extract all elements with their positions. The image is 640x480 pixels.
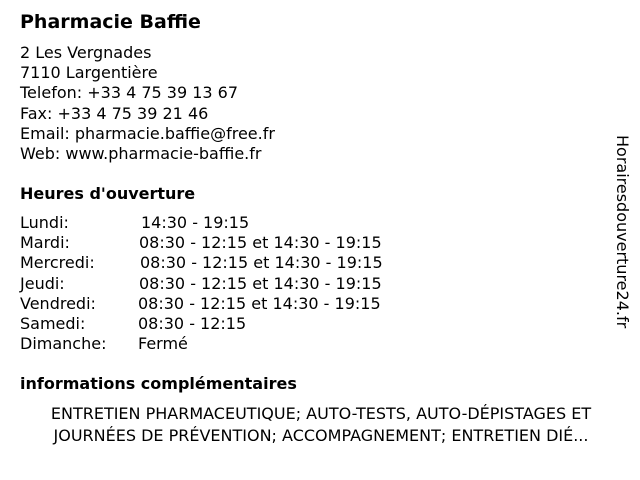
pharmacy-name: Pharmacie Baffie bbox=[20, 11, 201, 33]
day-label: Lundi: bbox=[20, 213, 69, 232]
additional-info bbox=[18, 403, 624, 447]
time-range: 08:30 - 12:15 et 14:30 - 19:15 bbox=[139, 273, 382, 293]
time-range: 08:30 - 12:15 et 14:30 - 19:15 bbox=[138, 293, 381, 313]
time-range: 14:30 - 19:15 bbox=[141, 213, 250, 232]
fax-number: Fax: +33 4 75 39 21 46 bbox=[20, 103, 209, 123]
address-city: 7110 Largentière bbox=[20, 63, 158, 83]
info-line: JOURNÉES DE PRÉVENTION; ACCOMPAGNEMENT; ENTRETIEN DIÉ... bbox=[53, 426, 589, 445]
time-range: 08:30 - 12:15 et 14:30 - 19:15 bbox=[139, 233, 382, 253]
time-range: 08:30 - 12:15 et 14:30 - 19:15 bbox=[140, 253, 383, 273]
info-line: ENTRETIEN PHARMACEUTIQUE; AUTO-TESTS, AUTO-DÉPISTAGES ET bbox=[50, 404, 592, 423]
day-label: Mercredi: bbox=[20, 253, 95, 273]
time-range: 08:30 - 12:15 bbox=[138, 313, 247, 333]
day-label: Samedi: bbox=[20, 313, 86, 333]
day-label: Jeudi: bbox=[20, 273, 65, 293]
info-heading: informations complémentaires bbox=[20, 374, 297, 393]
contact-block bbox=[20, 43, 275, 164]
day-label: Vendredi: bbox=[20, 293, 96, 313]
day-label: Mardi: bbox=[20, 233, 70, 253]
time-range: Fermé bbox=[138, 334, 188, 354]
website: Web: www.pharmacie-baffie.fr bbox=[20, 144, 262, 164]
address-street: 2 Les Vergnades bbox=[20, 43, 152, 62]
hours-heading: Heures d'ouverture bbox=[20, 184, 196, 203]
watermark-text: Horairesdouverture24.fr bbox=[613, 135, 632, 329]
watermark bbox=[612, 135, 632, 345]
day-label: Dimanche: bbox=[20, 334, 107, 354]
email-address: Email: pharmacie.baffie@free.fr bbox=[20, 123, 275, 143]
phone-number: Telefon: +33 4 75 39 13 67 bbox=[20, 83, 239, 103]
